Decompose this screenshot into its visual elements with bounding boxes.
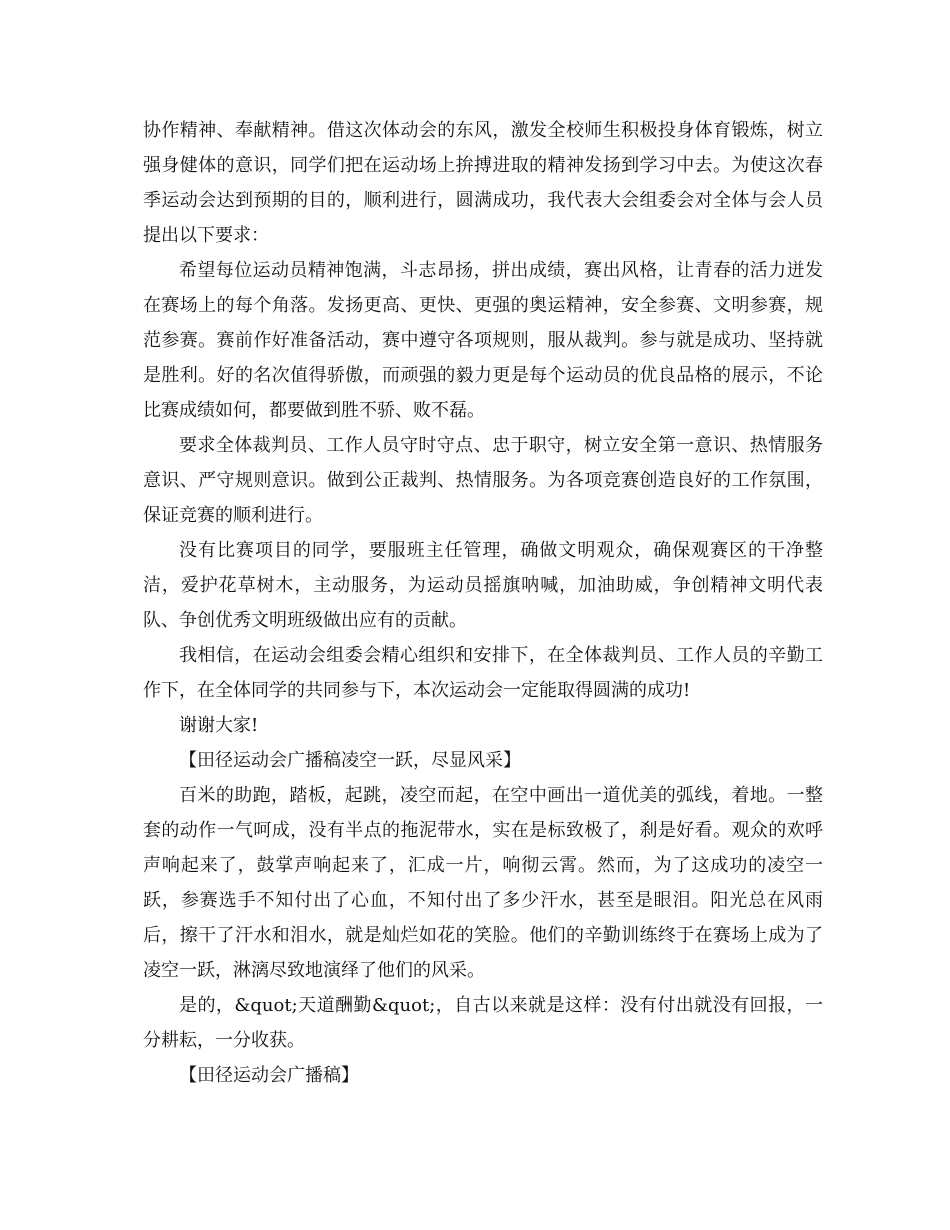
paragraph-thanks: 谢谢大家! — [179, 715, 259, 736]
paragraph-requirements-intro: 协作精神、奉献精神。借这次体动会的东风，激发全校师生积极投身体育锻炼，树立强身健体的意识，同学们把在运动场上拚搏进取的精神发扬到学习中去。为使这次春季运动会达到预期的目的，顺利进行，圆满成功，我代表大会组委会对全体与会人员提出以下要求： — [143, 120, 823, 246]
section-heading-broadcast: 【田径运动会广播稿】 — [179, 1065, 359, 1086]
paragraph-spectators: 没有比赛项目的同学，要服班主任管理，确做文明观众，确保观赛区的干净整洁，爱护花草树木，主动服务，为运动员摇旗呐喊，加油助威，争创精神文明代表队、争创优秀文明班级做出应有的贡献。 — [143, 540, 823, 631]
paragraph-long-jump: 百米的助跑，踏板，起跳，凌空而起，在空中画出一道优美的弧线，着地。一整套的动作一气呵成，没有半点的拖泥带水，实在是标致极了，刹是好看。观众的欢呼声响起来了，鼓掌声响起来了，汇成一片，响彻云霄。然而，为了这成功的凌空一跃，参赛选手不知付出了心血，不知付出了多少汗水，甚至是眼泪。阳光总在风雨后，擦干了汗水和泪水，就是灿烂如花的笑脸。他们的辛勤训练终于在赛场上成为了凌空一跃，淋漓尽致地演绎了他们的风采。 — [143, 785, 823, 981]
section-heading-long-jump: 【田径运动会广播稿凌空一跃，尽显风采】 — [179, 750, 521, 771]
paragraph-athletes: 希望每位运动员精神饱满，斗志昂扬，拼出成绩，赛出风格，让青春的活力迸发在赛场上的每个角落。发扬更高、更快、更强的奥运精神，安全参赛、文明参赛，规范参赛。赛前作好准备活动，赛中遵守各项规则，服从裁判。参与就是成功、坚持就是胜利。好的名次值得骄傲，而顽强的毅力更是每个运动员的优良品格的展示，不论比赛成绩如何，都要做到胜不骄、败不磊。 — [143, 260, 823, 421]
paragraph-hard-work: 是的，&quot;天道酬勤&quot;，自古以来就是这样：没有付出就没有回报，一分耕耘，一分收获。 — [143, 995, 823, 1051]
document-body — [143, 113, 823, 1093]
paragraph-referees: 要求全体裁判员、工作人员守时守点、忠于职守，树立安全第一意识、热情服务意识、严守规则意识。做到公正裁判、热情服务。为各项竞赛创造良好的工作氛围，保证竞赛的顺利进行。 — [143, 435, 823, 526]
paragraph-closing: 我相信，在运动会组委会精心组织和安排下，在全体裁判员、工作人员的辛勤工作下，在全体同学的共同参与下，本次运动会一定能取得圆满的成功! — [143, 645, 823, 701]
